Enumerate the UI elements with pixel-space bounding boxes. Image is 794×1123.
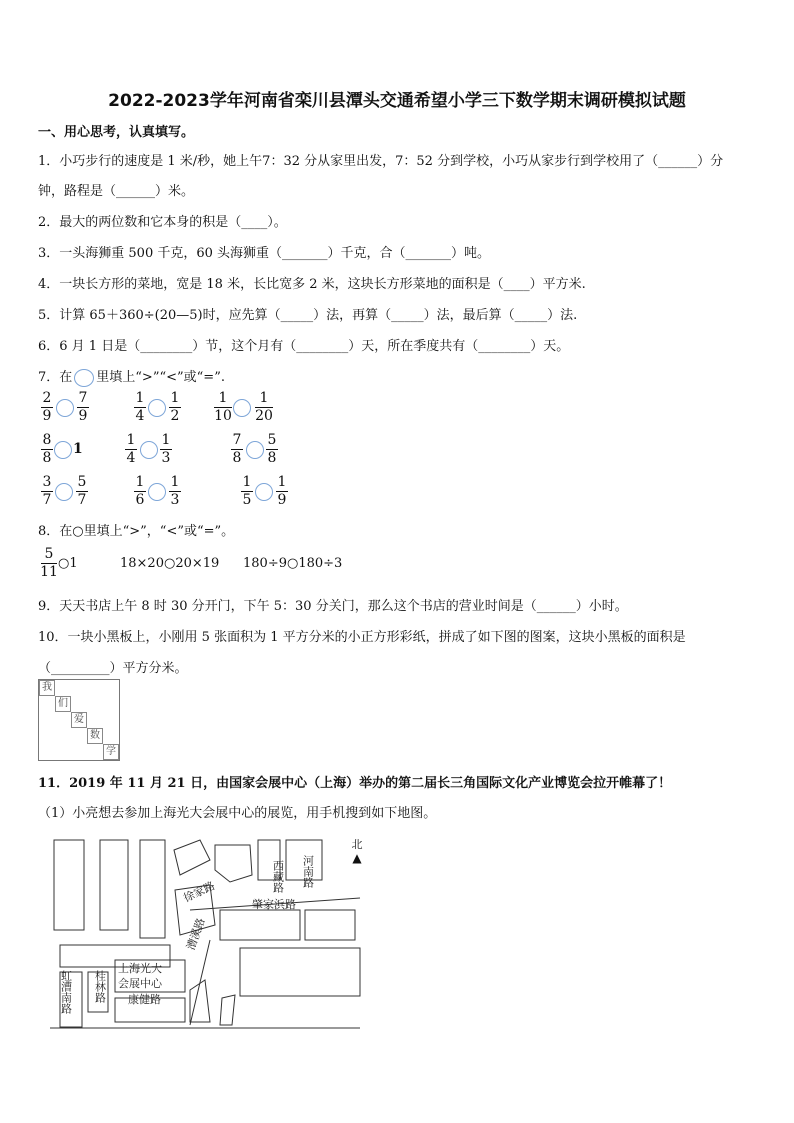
fraction: 7 8: [232, 432, 242, 466]
fraction: 1 4: [135, 390, 145, 424]
fraction: 8 8: [42, 432, 52, 466]
section-heading: 一、用心思考，认真填写。: [38, 125, 195, 140]
compare-circle[interactable]: [246, 441, 264, 459]
map-block: [240, 948, 360, 996]
question-7-pre: 7．在: [38, 370, 73, 385]
road-line: [190, 940, 210, 1025]
north-indicator: [347, 836, 367, 864]
grid-cell: 我: [39, 680, 55, 696]
fraction: 5 7: [77, 474, 87, 508]
compare-circle[interactable]: [148, 399, 166, 417]
compare-circle[interactable]: [140, 441, 158, 459]
map-block: [220, 995, 235, 1025]
fraction: 1 2: [170, 390, 180, 424]
map-block: [220, 910, 300, 940]
map-label: 会展中心: [118, 977, 162, 990]
map-label: 上海光大: [118, 962, 162, 975]
north-label: 北: [351, 838, 363, 851]
map-block: [305, 910, 355, 940]
question-2: 2．最大的两位数和它本身的积是（____）。: [38, 215, 287, 230]
question-5: 5．计算 65＋360÷(20—5)时，应先算（_____）法，再算（_____）法，最后算（_____）法.: [38, 308, 578, 323]
grid-cell: 数: [87, 728, 103, 744]
blackboard-figure: [38, 679, 120, 761]
fraction: 1 3: [170, 474, 180, 508]
fraction: 1 10: [214, 390, 232, 424]
fraction: 3 7: [42, 474, 52, 508]
fraction: 1 5: [242, 474, 252, 508]
fraction: 1 3: [161, 432, 171, 466]
question-7-post: 里填上“>”“<”或“=”.: [96, 370, 225, 385]
map-label: 桂林路: [93, 970, 107, 1003]
fraction: 1 20: [255, 390, 273, 424]
question-11: 11．2019 年 11 月 21 日，由国家会展中心（上海）举办的第二届长三角国际文化产业博览会拉开帷幕了！: [38, 776, 672, 791]
fraction: 2 9: [42, 390, 52, 424]
compare-circle[interactable]: [148, 483, 166, 501]
grid-cell: 学: [103, 744, 119, 760]
grid-cell: 爱: [71, 712, 87, 728]
question-3: 3．一头海狮重 500 千克，60 头海狮重（_______）千克，合（_______）吨。: [38, 246, 491, 261]
fraction: 5 11: [40, 546, 58, 580]
map-label: 河南路: [301, 855, 315, 888]
grid-cell: 们: [55, 696, 71, 712]
compare-expression: 180÷9○180÷3: [243, 556, 343, 571]
question-8: 8．在○里填上“>”，“<”或“=”。: [38, 524, 235, 539]
map-block: [174, 840, 210, 875]
comparison-circle-icon: [74, 369, 94, 387]
map-label: 西藏路: [271, 860, 285, 893]
compare-circle[interactable]: [54, 441, 72, 459]
compare-expression: 18×20○20×19: [120, 556, 220, 571]
compare-circle[interactable]: [55, 483, 73, 501]
fraction: 1 6: [135, 474, 145, 508]
map-block: [140, 840, 165, 938]
north-arrow-icon: ▲: [352, 851, 362, 865]
fraction: 1 9: [277, 474, 287, 508]
question-7-intro: [38, 366, 225, 387]
question-1-line-1: 1．小巧步行的速度是 1 米/秒，她上午7：32 分从家里出发，7：52 分到学校，小巧从家步行到学校用了（______）分: [38, 154, 724, 169]
map-label: 康健路: [128, 993, 161, 1006]
fraction: 5 8: [267, 432, 277, 466]
whole-number: 1: [73, 441, 83, 457]
question-10-line-1: 10．一块小黑板上，小刚用 5 张面积为 1 平方分米的小正方形彩纸，拼成了如下图的图案，这块小黑板的面积是: [38, 630, 686, 645]
map-label: 虹漕南路: [59, 970, 73, 1014]
question-6: 6．6 月 1 日是（________）节，这个月有（________）天，所在季度共有（________）天。: [38, 339, 570, 354]
map-label: 徐家路: [181, 879, 217, 905]
question-4: 4．一块长方形的菜地，宽是 18 米，长比宽多 2 米，这块长方形菜地的面积是（____）平方米.: [38, 277, 586, 292]
question-9: 9．天天书店上午 8 时 30 分开门，下午 5：30 分关门，那么这个书店的营业时间是（______）小时。: [38, 599, 628, 614]
compare-expression: ○1: [58, 556, 78, 571]
question-11-part-1: （1）小亮想去参加上海光大会展中心的展览，用手机搜到如下地图。: [38, 806, 437, 821]
fraction: 1 4: [126, 432, 136, 466]
compare-circle[interactable]: [56, 399, 74, 417]
page-title: 2022-2023学年河南省栾川县潭头交通希望小学三下数学期末调研模拟试题: [108, 91, 686, 111]
map-block: [54, 840, 84, 930]
map-block: [215, 845, 252, 882]
map-block: [190, 980, 210, 1022]
map-label: 漕溪路: [184, 916, 208, 952]
compare-circle[interactable]: [255, 483, 273, 501]
question-10-line-2: （_________）平方分米。: [38, 661, 188, 676]
compare-circle[interactable]: [233, 399, 251, 417]
map-label: 肇家浜路: [252, 898, 296, 911]
question-1-line-2: 钟，路程是（______）米。: [38, 184, 195, 199]
street-map: [40, 830, 370, 1030]
fraction: 7 9: [78, 390, 88, 424]
map-block: [100, 840, 128, 930]
